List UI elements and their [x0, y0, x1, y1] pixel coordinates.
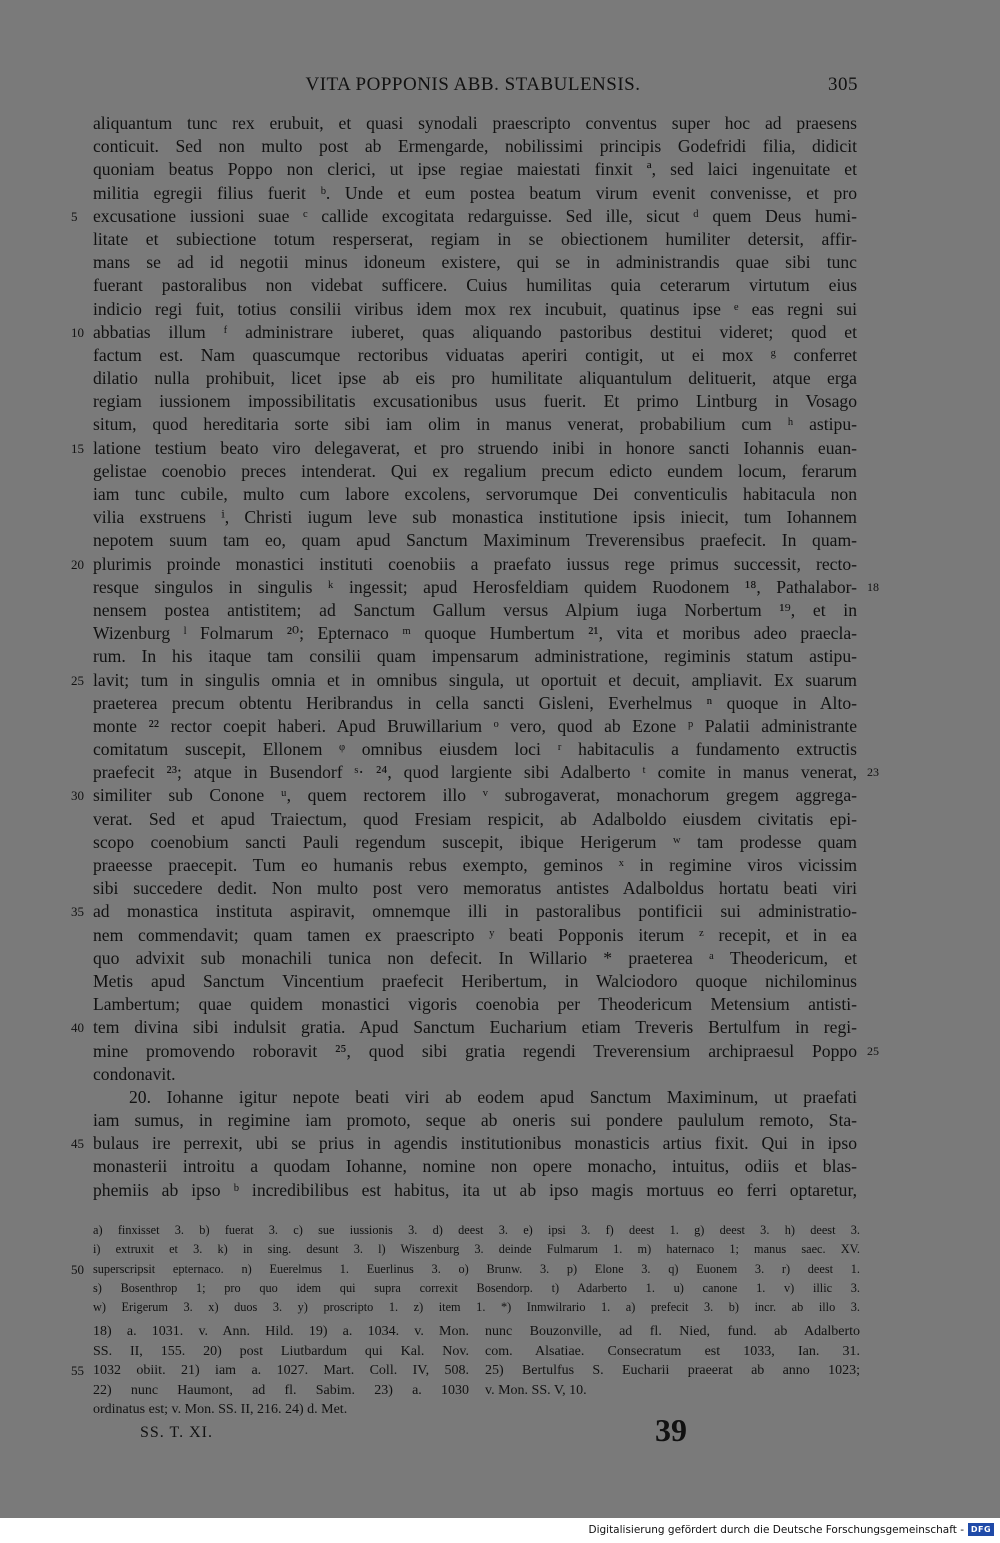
line-text: ad monastica instituta aspiravit, omnemque illi in pastoralibus pontificii sui administratio- [93, 901, 857, 922]
line-text: latione testium beato viro delegaverat, et pro struendo inibi in honore sancti Iohannis euan- [93, 437, 857, 458]
text-line [93, 947, 857, 970]
text-line [93, 506, 857, 529]
text-line [93, 344, 857, 367]
running-title: VITA POPPONIS ABB. STABULENSIS. [305, 74, 641, 95]
line-text: Lambertum; quae quidem monastici vigoris coenobia per Theodericum Metensium antisti- [93, 994, 857, 1015]
text-line [93, 738, 857, 761]
line-text: 20. Iohanne igitur nepote beati viri ab eodem apud Sanctum Maximinum, ut praefati [129, 1086, 857, 1107]
line-number: 25 [71, 672, 84, 688]
text-line [93, 228, 857, 251]
text-line [93, 1063, 857, 1086]
line-number: 35 [71, 904, 84, 920]
line-text: praeesse praecepit. Tum eo humanis rebus exempto, geminos ˣ in regimine viros vicissim [93, 855, 857, 875]
text-line [93, 298, 857, 321]
text-line [71, 321, 857, 344]
text-line [93, 692, 857, 715]
line-number: 5 [71, 208, 78, 224]
text-line [93, 993, 857, 1016]
text-line [93, 715, 857, 738]
text-line [93, 622, 857, 645]
line-text: iam sumus, in regimine iam promoto, seque ab oneris sui pondere paululum remoto, Sta- [93, 1110, 857, 1131]
line-text: quoniam beatus Poppo non clerici, ut ipse regiae maiestati finxit ª, sed laici ingenuitate et [93, 159, 857, 180]
text-line [71, 900, 857, 923]
note-row [71, 1361, 860, 1381]
text-line [71, 1132, 857, 1155]
historical-notes [71, 1322, 860, 1420]
text-line [93, 599, 857, 622]
text-line [93, 460, 857, 483]
note-row [93, 1381, 860, 1401]
note-left: 18) a. 1031. v. Ann. Hild. 19) a. 1034. v. Mon. [93, 1324, 469, 1339]
line-text: verat. Sed et apud Traiectum, quod Fresiam respicit, ab Adalboldo eiusdem civitatis epi- [93, 808, 857, 829]
note-left: 22) nunc Haumont, ad fl. Sabim. 23) a. 1030 [93, 1382, 469, 1398]
note-right: nunc Bouzonville, ad fl. Nied, fund. ab Adalberto [485, 1324, 860, 1339]
text-line [93, 576, 879, 599]
text-line [93, 135, 857, 158]
line-text: abbatias illum ᶠ administrare iuberet, quas aliquando pastoribus destitui videret; quod et [93, 321, 857, 342]
text-line [93, 1040, 879, 1063]
text-line [71, 205, 857, 228]
apparatus-line [93, 1279, 860, 1298]
running-header [88, 74, 858, 100]
text-line [93, 924, 857, 947]
text-line [93, 390, 857, 413]
text-line [93, 854, 857, 877]
line-text: similiter sub Conone ᵘ, quem rectorem illo ᵛ subrogaverat, monachorum gregem aggrega- [93, 785, 857, 806]
text-line [93, 831, 857, 854]
line-text: monasterii introitu a quodam Iohanne, nomine non opere monacho, intuitus, odiis et blas- [93, 1156, 857, 1177]
funding-credit: Digitalisierung gefördert durch die Deutsche Forschungsgemeinschaft - [588, 1524, 964, 1536]
line-text: condonavit. [93, 1063, 176, 1084]
apparatus-text: superscripsit epternaco. n) Euerelmus 1. Euerlinus 3. o) Brunw. 3. p) Elone 3. q) Euonem 3. r) deest 1. [93, 1261, 860, 1276]
text-line [93, 367, 857, 390]
margin-note-ref: 25 [867, 1043, 879, 1058]
apparatus-line [93, 1221, 860, 1240]
line-text: fuerant pastoralibus non videbat sufficere. Cuius humilitas quia ceterarum virtutum eius [93, 275, 857, 296]
line-text: militia egregii filius fuerit ᵇ. Unde et eum postea beatum virum evenit convenisse, et pro [93, 182, 857, 203]
line-text: tem divina sibi indulsit gratia. Apud Sanctum Eucharium etiam Treveris Bertulfum in regi- [93, 1017, 857, 1038]
note-row [93, 1342, 860, 1362]
note-left: ordinatus est; v. Mon. SS. II, 216. 24) d. Met. [93, 1402, 348, 1418]
main-text [71, 112, 879, 1202]
line-text: bulaus ire perrexit, ubi se prius in agendis institutionibus monasticis artius fixit. Qui in ipso [93, 1133, 857, 1154]
line-text: Wizenburg ˡ Folmarum ²⁰; Epternaco ᵐ quoque Humbertum ²¹, vita et moribus adeo praecla- [93, 623, 857, 644]
sheet-number: 39 [655, 1412, 687, 1448]
line-text: mine promovendo roboravit ²⁵, quod sibi gratia regendi Treverensium archipraesul Poppo [93, 1040, 857, 1061]
margin-note-ref: 23 [867, 765, 879, 780]
text-line [93, 413, 857, 436]
line-number: 55 [71, 1363, 84, 1379]
signature-mark: SS. T. XI. [140, 1424, 213, 1441]
text-line [93, 182, 857, 205]
line-text: praeterea precum obtentu Heribrandus in cella sancti Gisleni, Everhelmus ⁿ quoque in Alto- [93, 692, 857, 713]
line-number: 15 [71, 440, 84, 456]
text-line [93, 251, 857, 274]
line-text: dilatio nulla prohibuit, licet ipse ab eis pro humilitate aliquantulum delituerit, atque erga [93, 368, 857, 389]
line-text: aliquantum tunc rex erubuit, et quasi synodali praescripto conventus super hoc ad praesens [93, 113, 857, 133]
text-line [93, 1155, 857, 1178]
note-row [93, 1400, 860, 1420]
line-text: nepotem suum tam eo, quam apud Sanctum Maximinum Treverensibus praefecit. In quam- [93, 530, 857, 551]
line-text: monte ²² rector coepit haberi. Apud Bruwillarium ᵒ vero, quod ab Ezone ᵖ Palatii administrante [93, 715, 857, 736]
credit-bar [0, 1518, 1000, 1543]
note-right: v. Mon. SS. V, 10. [485, 1382, 587, 1398]
text-line [93, 1086, 857, 1109]
line-number: 20 [71, 556, 84, 572]
line-text: praefecit ²³; atque in Busendorf ˢ· ²⁴, quod largiente sibi Adalberto ᵗ comite in manus venerat, [93, 762, 857, 783]
line-text: rum. In his itaque tam consilii quam impensarum administratione, regiminis statum astipu- [93, 646, 857, 667]
dfg-logo-icon: DFG [968, 1523, 994, 1536]
text-line [71, 437, 857, 460]
apparatus-text: i) extruxit et 3. k) in sing. desunt 3. l) Wiszenburg 3. deinde Fulmarum 1. m) haternaco 1; manus saec. XV. [93, 1242, 860, 1257]
text-line [93, 877, 857, 900]
note-right: com. Alsatiae. Consecratum est 1033, Ian. 31. [485, 1343, 860, 1359]
line-text: scopo coenobium sancti Pauli regendum suscepit, ibique Herigerum ʷ tam prodesse quam [93, 831, 857, 852]
apparatus-line [93, 1298, 860, 1317]
note-row [93, 1322, 860, 1342]
text-line [93, 808, 857, 831]
line-text: comitatum suscepit, Ellonem ᵠ omnibus eiusdem loci ʳ habitaculis a fundamento extructis [93, 739, 857, 760]
line-text: indicio regi fuit, totius consilii viribus idem mox rex incubuit, quatinus ipse ᵉ eas regni sui [93, 298, 857, 319]
apparatus-line [71, 1260, 860, 1279]
text-line [93, 1179, 857, 1202]
line-number: 50 [71, 1261, 84, 1277]
margin-note-ref: 18 [867, 579, 879, 594]
line-text: quo advixit sub monachili tunica non defecit. In Willario * praeterea ᵃ Theodericum, et [93, 947, 857, 968]
line-number: 45 [71, 1136, 84, 1152]
text-line [71, 669, 857, 692]
text-line [93, 1109, 857, 1132]
apparatus-line [93, 1240, 860, 1259]
line-text: nensem postea antistitem; ad Sanctum Gallum versus Alpium iuga Norbertum ¹⁹, et in [93, 599, 857, 620]
line-text: vilia exstruens ⁱ, Christi iugum leve sub monastica institutione ipsis iniecit, tum Iohannem [93, 507, 857, 528]
line-text: factum est. Nam quascumque rectoribus viduatas aperiri contigit, ut ei mox ᵍ conferret [93, 344, 857, 365]
line-number: 30 [71, 788, 84, 804]
line-text: iam tunc cubile, multo cum labore excolens, servorumque Dei conventiculis habitacula non [93, 484, 857, 504]
apparatus-text: w) Erigerum 3. x) duos 3. y) proscripto 1. z) item 1. *) Inmwilrario 1. a) prefecit 3. b) incr. ab illo 3. [93, 1300, 860, 1315]
line-text: regiam iussionem impossibilitatis excusationibus usus fuerit. Et primo Lintburg in Vosago [93, 391, 857, 412]
line-text: gelistae coenobio preces intenderat. Qui ex regalium precum edicto eundem locum, ferarum [93, 460, 857, 481]
line-text: situm, quod hereditaria sorte sibi iam olim in manus venerat, probabilium cum ʰ astipu- [93, 414, 857, 435]
line-text: sibi succedere dedit. Non multo post vero memoratus antistes Adalboldus hortatu beati viri [93, 878, 857, 899]
note-left: 1032 obiit. 21) iam a. 1027. Mart. Coll. IV, 508. [93, 1363, 469, 1379]
text-line [93, 112, 857, 135]
line-text: phemiis ab ipso ᵇ incredibilibus est habitus, ita ut ab ipso magis mortuus eo ferri optaretur, [93, 1179, 857, 1200]
text-line [93, 483, 857, 506]
text-line [71, 784, 857, 807]
line-text: resque singulos in singulis ᵏ ingessit; apud Herosfeldiam quidem Ruodonem ¹⁸, Pathalabor- [93, 576, 857, 597]
line-text: litate et subiectione totum resperserat, regiam in se obiectionem humiliter detersit, affir- [93, 228, 857, 249]
line-text: Metis apud Sanctum Vincentium praefecit Heribertum, in Walciodoro quoque nichilominus [93, 970, 857, 991]
text-line [71, 1016, 857, 1039]
text-line [93, 761, 879, 784]
line-text: lavit; tum in singulis omnia et in omnibus singula, ut oportuit et decuit, ampliavit. Ex suarum [93, 669, 857, 690]
line-number: 10 [71, 324, 84, 340]
line-text: nem commendavit; quam tamen ex praescripto ʸ beati Popponis iterum ᶻ recepit, et in ea [93, 924, 857, 945]
text-line [71, 553, 857, 576]
text-line [93, 274, 857, 297]
page-number: 305 [828, 74, 858, 95]
note-left: SS. II, 155. 20) post Liutbardum qui Kal. Nov. [93, 1343, 469, 1359]
text-line [93, 970, 857, 993]
apparatus-text: a) finxisset 3. b) fuerat 3. c) sue iussionis 3. d) deest 3. e) ipsi 3. f) deest 1. g) deest 3. h) deest 3. [93, 1223, 860, 1237]
critical-apparatus [71, 1221, 860, 1317]
line-text: excusatione iussioni suae ᶜ callide excogitata redarguisse. Sed ille, sicut ᵈ quem Deus humi- [93, 205, 857, 226]
line-text: mans se ad id negotii minus idoneum existere, qui se in administrandis quae sibi tunc [93, 252, 857, 273]
note-right: 25) Bertulfus S. Eucharii praeerat ab anno 1023; [485, 1363, 860, 1379]
line-number: 40 [71, 1020, 84, 1036]
line-text: conticuit. Sed non multo post ab Ermengarde, nobilissimi principis Godefridi filia, didicit [93, 136, 857, 157]
text-line [93, 645, 857, 668]
line-text: plurimis proinde monastici instituti coenobiis a praefato iussus rege primus successit, recto- [93, 553, 857, 574]
text-line [93, 158, 857, 181]
apparatus-text: s) Bosenthrop 1; pro quo idem qui supra correxit Bosendorp. t) Adarberto 1. u) canone 1. v) illic 3. [93, 1280, 860, 1295]
text-line [93, 529, 857, 552]
